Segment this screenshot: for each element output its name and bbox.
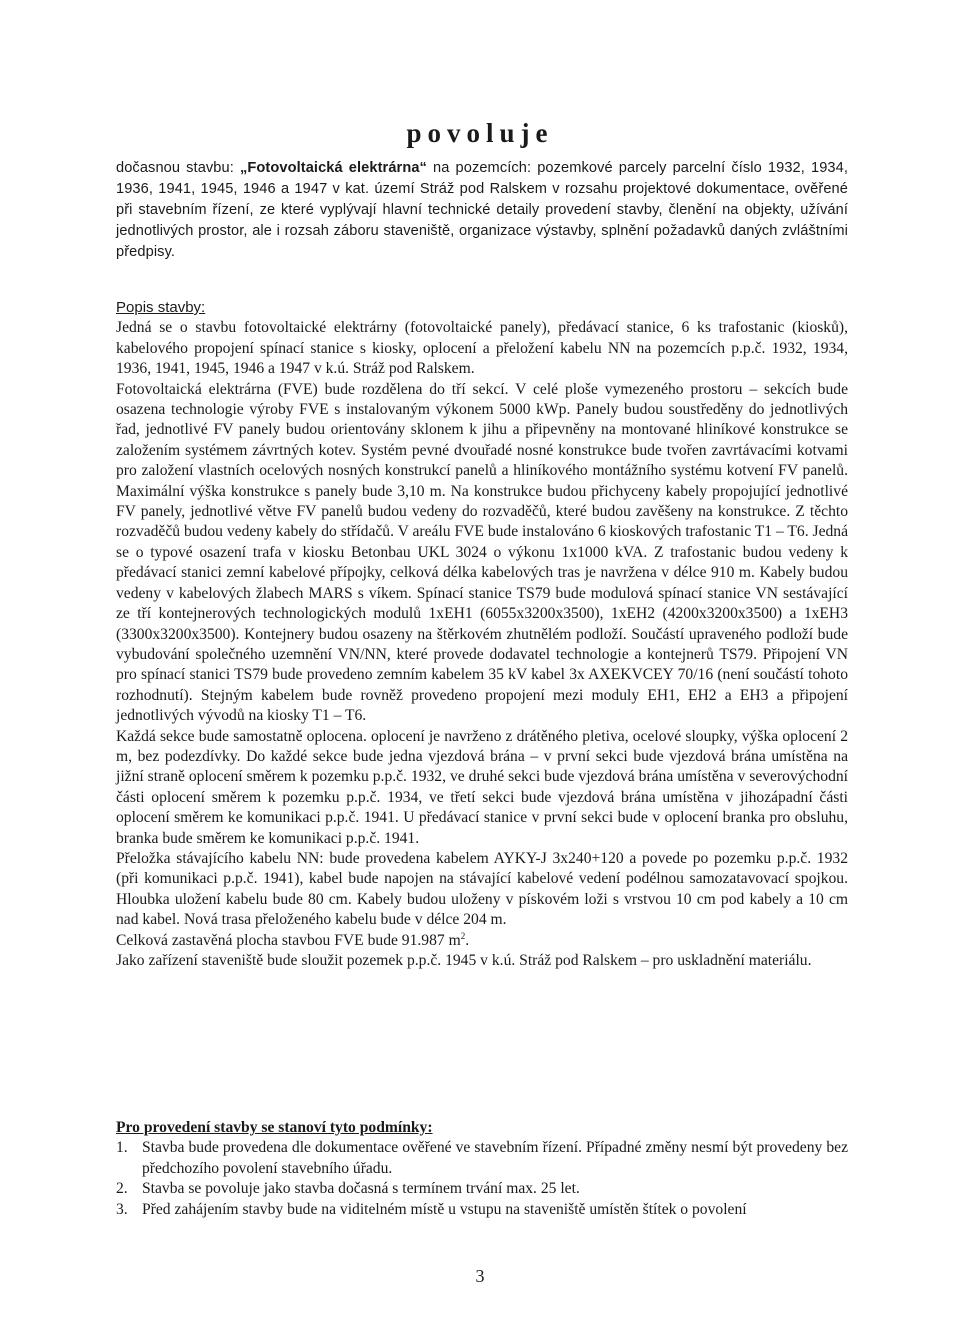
built-area-line: [116, 931, 848, 951]
condition-item: [116, 1200, 848, 1220]
condition-text: Stavba bude provedena dle dokumentace ověřené ve stavebním řízení. Případné změny nesmí být provedeny bez předchozího povolení stavebního úřadu.: [142, 1139, 848, 1177]
description-paragraph: Každá sekce bude samostatně oplocena. oplocení je navrženo z drátěného pletiva, ocelové sloupky, výška oplocení 2 m, bez podezdívky. Do každé sekce bude jedna vjezdová brána – v první sekci bude vjezdová brána umístěna na jižní straně oplocení směrem k pozemku p.p.č. 1932, ve druhé sekci bude vjezdová brána umístěna v severovýchodní části oplocení směrem k pozemku p.p.č. 1934, ve třetí sekci bude vjezdová brána umístěna v jihozápadní části oplocení směrem ke komunikaci p.p.č. 1941. U předávací stanice v první sekci bude v oplocení branka pro obsluhu, branka bude směrem ke komunikaci p.p.č. 1941.: [116, 727, 848, 847]
page-number: 3: [475, 1266, 485, 1286]
description-paragraph: Přeložka stávajícího kabelu NN: bude provedena kabelem AYKY-J 3x240+120 a povede po pozemku p.p.č. 1932 (při komunikaci p.p.č. 1941), kabel bude napojen na stávající kabelové vedení podélnou samozatavovací spojkou. Hloubka uložení kabelu bude 80 cm. Kabely budou uloženy v pískovém loži s vrstvou 10 cm pod kabely a 10 cm nad kabel. Nová trasa přeloženého kabelu bude v délce 204 m.: [116, 849, 848, 929]
conditions-list: [116, 1138, 848, 1220]
construction-description: [116, 298, 848, 971]
description-paragraph: Jedná se o stavbu fotovoltaické elektrárny (fotovoltaické panely), předávací stanice, 6 ks trafostanic (kiosků), kabelového propojení spínací stanice s kiosky, oplocení a přeložení kabelu NN na pozemcích p.p.č. 1932, 1934, 1936, 1941, 1945, 1946 a 1947 v k.ú. Stráž pod Ralskem.: [116, 319, 848, 378]
description-paragraph: Fotovoltaická elektrárna (FVE) bude rozdělena do tří sekcí. V celé ploše vymezeného prostoru – sekcích bude osazena technologie výroby FVE s instalovaným výkonem 5000 kWp. Panely budou soustředěny do jednotlivých řad, jednotlivé FV panely budou orientovány sklonem k jihu a připevněny na montované hliníkové konstrukce se založením systémem závrtných kotev. Systém pevné dvouřadé nosné konstrukce bude tvořen zavrtávacími kotvami pro založení vlastních ocelových nosných konstrukcí panelů a hliníkového montážního systému kotvení FV panelů. Maximální výška konstrukce s panely bude 3,10 m. Na konstrukce budou přichyceny kabely propojující jednotlivé FV panely, jednotlivé větve FV panelů budou vedeny do rozvaděčů, které budou zavěšeny na konstrukce. Z těchto rozvaděčů budou vedeny kabely do střídačů. V areálu FVE bude instalováno 6 kioskových trafostanic T1 – T6. Jedná se o typové osazení trafa v kiosku Betonbau UKL 3024 o výkonu 1x1000 kVA. Z trafostanic budou vedeny k předávací stanici zemní kabelové přípojky, celková délka kabelových tras je navržena v délce 910 m. Kabely budou vedeny v kabelových žlabech MARS s víkem. Spínací stanice TS79 bude modulová spínací stanice VN sestávající ze tří kontejnerových technologických modulů 1xEH1 (6055x3200x3500), 1xEH2 (4200x3200x3500) a 1xEH3 (3300x3200x3500). Kontejnery budou osazeny na štěrkovém zhutnělém podloží. Součástí upraveného podloží bude vybudování společného uzemnění VN/NN, které provede dodavatel technologie a kontejnerů TS79. Připojení VN pro spínací stanici TS79 bude provedeno zemním kabelem 35 kV kabel 3x AXEKVCEY 70/16 (není součástí tohoto rozhodnutí). Stejným kabelem bude rovněž provedeno propojení mezi moduly EH1, EH2 a EH3 a připojení jednotlivých vývodů na kiosky T1 – T6.: [116, 380, 849, 725]
condition-item: [116, 1179, 848, 1199]
condition-number: 1.: [116, 1139, 128, 1157]
site-storage-line: Jako zařízení staveniště bude sloužit pozemek p.p.č. 1945 v k.ú. Stráž pod Ralskem – pro uskladnění materiálu.: [116, 952, 812, 969]
intro-paragraph: [116, 158, 848, 263]
description-label: Popis stavby:: [116, 299, 206, 316]
conditions-section: [116, 1118, 848, 1220]
built-area-end: .: [465, 931, 470, 949]
built-area-text: Celková zastavěná plocha stavbou FVE bude 91.987 m: [116, 931, 461, 949]
intro-text: na pozemcích: pozemkové parcely parcelní číslo 1932, 1934, 1936, 1941, 1945, 1946 a 1947 v kat. území Stráž pod Ralskem v rozsahu projektové dokumentace, ověřené při stavebním řízení, ze které vyplývají hlavní technické detaily provedení stavby, členění na objekty, užívání jednotlivých prostor, ale i rozsah záboru staveniště, organizace výstavby, splnění požadavků daných zvláštními předpisy.: [116, 160, 849, 260]
project-name: „Fotovoltaická elektrárna“: [239, 160, 427, 176]
condition-number: 2.: [116, 1180, 128, 1198]
square-superscript: 2: [460, 930, 466, 941]
intro-prefix: dočasnou stavbu:: [116, 160, 240, 176]
page-heading: povoluje: [406, 118, 554, 148]
condition-text: Před zahájením stavby bude na viditelném místě u vstupu na staveniště umístěn štítek o povolení: [142, 1200, 747, 1218]
condition-text: Stavba se povoluje jako stavba dočasná s termínem trvání max. 25 let.: [142, 1180, 580, 1198]
condition-number: 3.: [116, 1200, 128, 1218]
condition-item: [116, 1138, 848, 1179]
conditions-label: Pro provedení stavby se stanoví tyto podmínky:: [116, 1119, 433, 1136]
